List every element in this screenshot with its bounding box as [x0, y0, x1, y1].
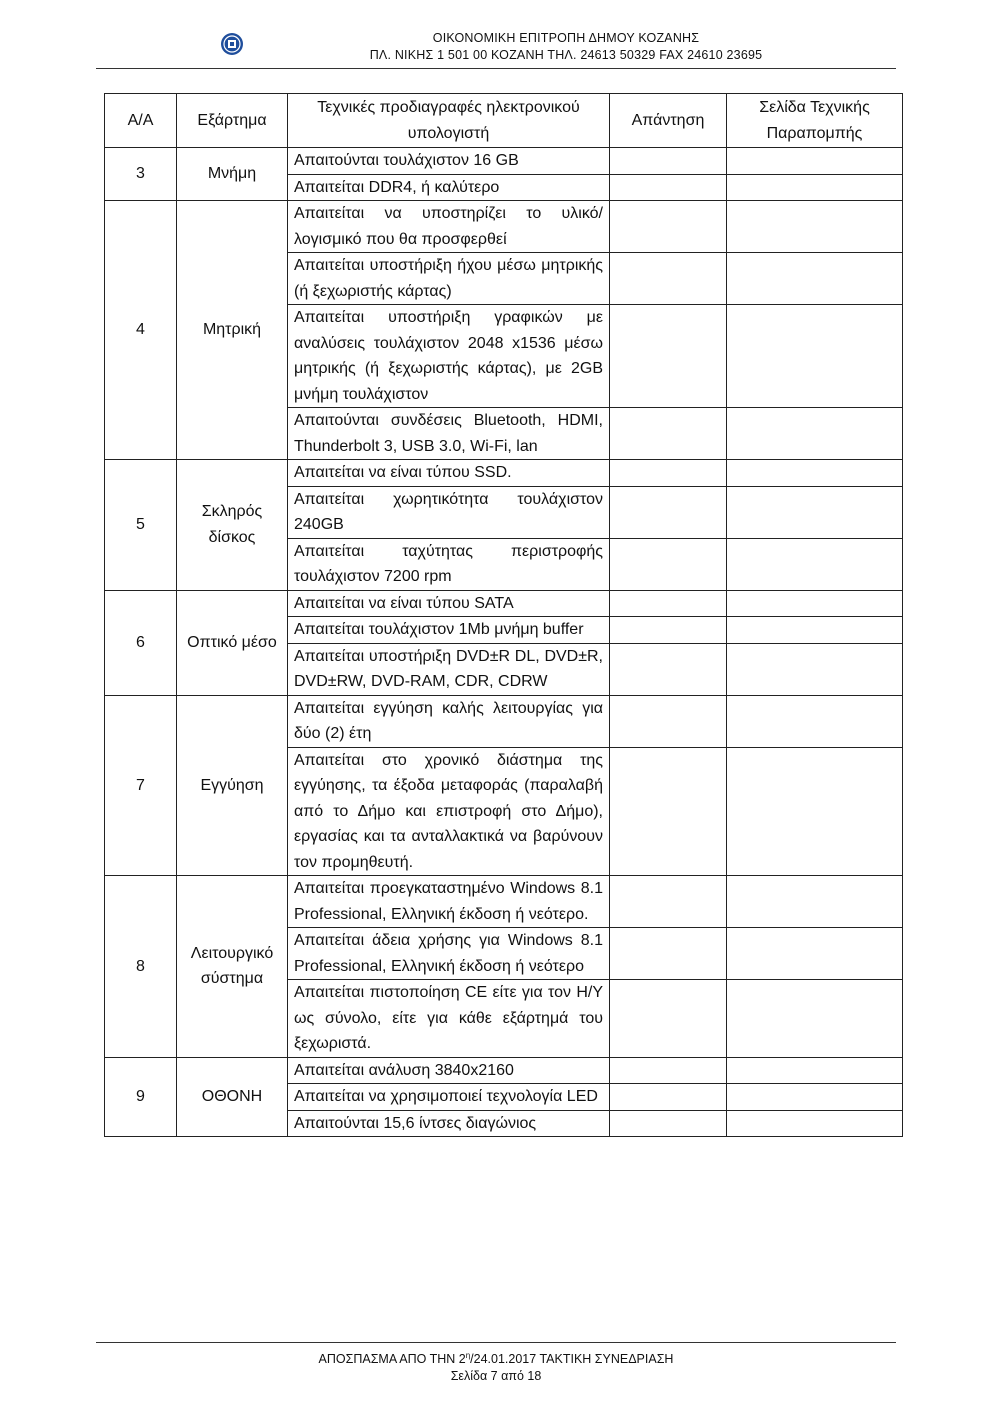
reference-page-cell[interactable]	[727, 148, 903, 175]
footer-divider	[96, 1342, 896, 1343]
item-number: 9	[105, 1057, 177, 1137]
requirement-text: Απαιτούνται τουλάχιστον 16 GB	[288, 148, 610, 175]
footer-excerpt-sup: η	[465, 1351, 471, 1360]
item-number: 5	[105, 460, 177, 591]
table-header-row	[105, 94, 903, 148]
answer-cell[interactable]	[610, 747, 727, 876]
answer-cell[interactable]	[610, 460, 727, 487]
requirement-text: Απαιτείται να υποστηρίζει το υλικό/λογισμικό που θα προσφερθεί	[288, 201, 610, 253]
answer-cell[interactable]	[610, 617, 727, 644]
footer-excerpt-suffix: /24.01.2017 ΤΑΚΤΙΚΗ ΣΥΝΕΔΡΙΑΣΗ	[470, 1352, 674, 1367]
header-divider	[96, 68, 896, 69]
column-header-specs: Τεχνικές προδιαγραφές ηλεκτρονικού υπολογιστή	[288, 94, 610, 148]
component-name: ΟΘΟΝΗ	[177, 1057, 288, 1137]
requirement-text: Απαιτούνται 15,6 ίντσες διαγώνιος	[288, 1110, 610, 1137]
requirement-text: Απαιτείται άδεια χρήσης για Windows 8.1 Professional, Ελληνική έκδοση ή νεότερο	[288, 928, 610, 980]
item-number: 7	[105, 695, 177, 876]
column-header-aa: Α/Α	[105, 94, 177, 148]
requirement-text: Απαιτείται πιστοποίηση CE είτε για τον Η/Υ ως σύνολο, είτε για κάθε εξάρτημά του ξεχωριστά.	[288, 980, 610, 1058]
reference-page-cell[interactable]	[727, 305, 903, 408]
answer-cell[interactable]	[610, 174, 727, 201]
reference-page-cell[interactable]	[727, 928, 903, 980]
table-row	[105, 460, 903, 487]
component-name: Σκληρός δίσκος	[177, 460, 288, 591]
requirement-text: Απαιτείται υποστήριξη γραφικών με αναλύσεις τουλάχιστον 2048 x1536 μέσω μητρικής (ή ξεχωριστής κάρτας), με 2GB μνήμη τουλάχιστον	[288, 305, 610, 408]
table-row	[105, 590, 903, 617]
component-name: Εγγύηση	[177, 695, 288, 876]
specifications-table	[104, 93, 903, 1137]
answer-cell[interactable]	[610, 643, 727, 695]
answer-cell[interactable]	[610, 590, 727, 617]
requirement-text: Απαιτείται υποστήριξη ήχου μέσω μητρικής (ή ξεχωριστής κάρτας)	[288, 253, 610, 305]
requirement-text: Απαιτείται να είναι τύπου SATA	[288, 590, 610, 617]
component-name: Μνήμη	[177, 148, 288, 201]
header-contact: ΠΛ. ΝΙΚΗΣ 1 501 00 ΚΟΖΑΝΗ ΤΗΛ. 24613 50329 FAX 24610 23695	[369, 48, 763, 62]
answer-cell[interactable]	[610, 201, 727, 253]
item-number: 8	[105, 876, 177, 1058]
requirement-text: Απαιτείται DDR4, ή καλύτερο	[288, 174, 610, 201]
footer-excerpt-prefix: ΑΠΟΣΠΑΣΜΑ ΑΠΟ ΤΗΝ 2	[318, 1352, 466, 1367]
answer-cell[interactable]	[610, 1110, 727, 1137]
footer-excerpt	[96, 1347, 896, 1368]
answer-cell[interactable]	[610, 928, 727, 980]
requirement-text: Απαιτείται να είναι τύπου SSD.	[288, 460, 610, 487]
page-number: Σελίδα 7 από 18	[450, 1369, 542, 1384]
answer-cell[interactable]	[610, 980, 727, 1058]
requirement-text: Απαιτείται χωρητικότητα τουλάχιστον 240GB	[288, 486, 610, 538]
table-row	[105, 695, 903, 747]
reference-page-cell[interactable]	[727, 174, 903, 201]
page-header	[96, 30, 896, 70]
component-name: Μητρική	[177, 201, 288, 460]
table-row	[105, 876, 903, 928]
answer-cell[interactable]	[610, 305, 727, 408]
item-number: 3	[105, 148, 177, 201]
reference-page-cell[interactable]	[727, 643, 903, 695]
requirement-text: Απαιτούνται συνδέσεις Bluetooth, HDMI, Thunderbolt 3, USB 3.0, Wi-Fi, lan	[288, 408, 610, 460]
reference-page-cell[interactable]	[727, 538, 903, 590]
table-row	[105, 1057, 903, 1084]
reference-page-cell[interactable]	[727, 1057, 903, 1084]
reference-page-cell[interactable]	[727, 617, 903, 644]
answer-cell[interactable]	[610, 253, 727, 305]
reference-page-cell[interactable]	[727, 486, 903, 538]
page-footer	[96, 1347, 896, 1385]
requirement-text: Απαιτείται προεγκαταστημένο Windows 8.1 Professional, Ελληνική έκδοση ή νεότερο.	[288, 876, 610, 928]
requirement-text: Απαιτείται ανάλυση 3840x2160	[288, 1057, 610, 1084]
reference-page-cell[interactable]	[727, 980, 903, 1058]
reference-page-cell[interactable]	[727, 695, 903, 747]
reference-page-cell[interactable]	[727, 408, 903, 460]
requirement-text: Απαιτείται τουλάχιστον 1Mb μνήμη buffer	[288, 617, 610, 644]
table-row	[105, 201, 903, 253]
table-row	[105, 148, 903, 175]
reference-page-cell[interactable]	[727, 253, 903, 305]
answer-cell[interactable]	[610, 148, 727, 175]
reference-page-cell[interactable]	[727, 747, 903, 876]
answer-cell[interactable]	[610, 876, 727, 928]
reference-page-cell[interactable]	[727, 201, 903, 253]
requirement-text: Απαιτείται στο χρονικό διάστημα της εγγύησης, τα έξοδα μεταφοράς (παραλαβή από το Δήμο και επιστροφή στο Δήμο), εργασίας και τα ανταλλακτικά να βαρύνουν τον προμηθευτή.	[288, 747, 610, 876]
answer-cell[interactable]	[610, 486, 727, 538]
reference-page-cell[interactable]	[727, 1110, 903, 1137]
component-name: Οπτικό μέσο	[177, 590, 288, 695]
answer-cell[interactable]	[610, 1057, 727, 1084]
answer-cell[interactable]	[610, 408, 727, 460]
requirement-text: Απαιτείται υποστήριξη DVD±R DL, DVD±R, DVD±RW, DVD-RAM, CDR, CDRW	[288, 643, 610, 695]
reference-page-cell[interactable]	[727, 1084, 903, 1111]
municipality-emblem-icon	[220, 32, 244, 56]
column-header-component: Εξάρτημα	[177, 94, 288, 148]
column-header-reference-page: Σελίδα Τεχνικής Παραπομπής	[727, 94, 903, 148]
answer-cell[interactable]	[610, 538, 727, 590]
requirement-text: Απαιτείται εγγύηση καλής λειτουργίας για δύο (2) έτη	[288, 695, 610, 747]
requirement-text: Απαιτείται ταχύτητας περιστροφής τουλάχιστον 7200 rpm	[288, 538, 610, 590]
requirement-text: Απαιτείται να χρησιμοποιεί τεχνολογία LED	[288, 1084, 610, 1111]
header-title: ΟΙΚΟΝΟΜΙΚΗ ΕΠΙΤΡΟΠΗ ΔΗΜΟΥ ΚΟΖΑΝΗΣ	[432, 31, 700, 45]
item-number: 6	[105, 590, 177, 695]
item-number: 4	[105, 201, 177, 460]
component-name: Λειτουργικό σύστημα	[177, 876, 288, 1058]
answer-cell[interactable]	[610, 1084, 727, 1111]
column-header-answer: Απάντηση	[610, 94, 727, 148]
reference-page-cell[interactable]	[727, 590, 903, 617]
reference-page-cell[interactable]	[727, 460, 903, 487]
reference-page-cell[interactable]	[727, 876, 903, 928]
answer-cell[interactable]	[610, 695, 727, 747]
